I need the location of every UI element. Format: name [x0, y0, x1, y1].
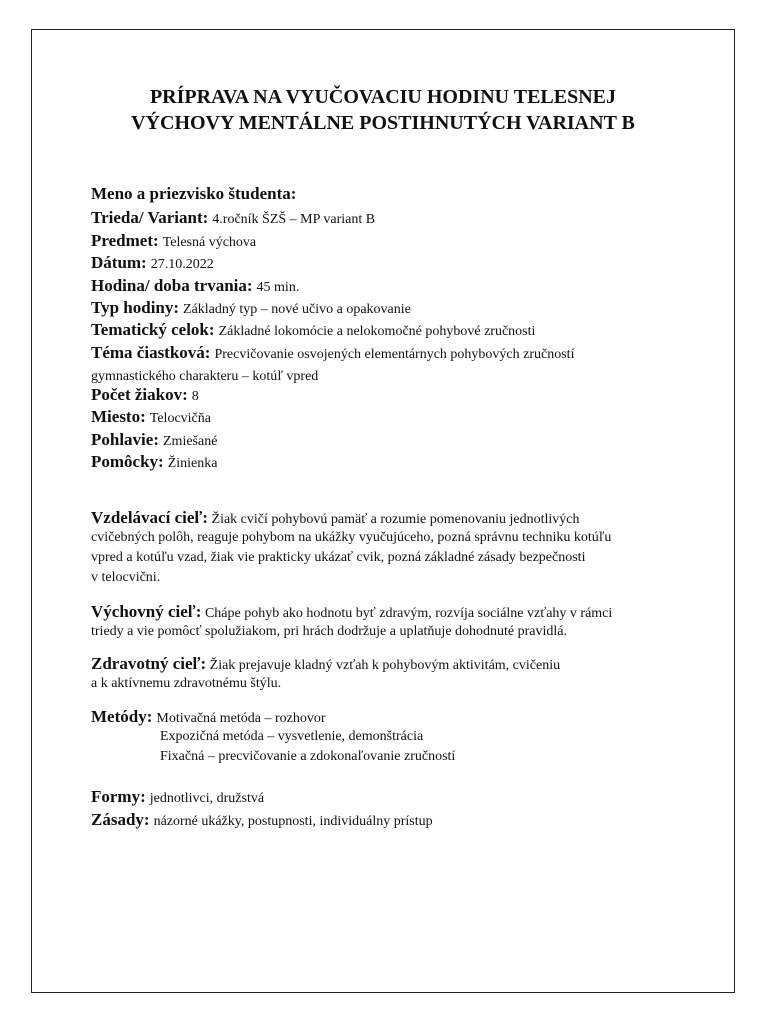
field-label: Trieda/ Variant:	[91, 208, 209, 227]
field-label: Typ hodiny:	[91, 298, 180, 317]
goal-text: Žiak prejavuje kladný vzťah k pohybovým aktivitám, cvičeniu	[209, 658, 561, 673]
field-principles	[91, 810, 711, 830]
goal-label: Vzdelávací cieľ:	[91, 508, 209, 527]
title-line-1: PRÍPRAVA NA VYUČOVACIU HODINU TELESNEJ	[149, 86, 617, 108]
field-label: Predmet:	[91, 231, 159, 250]
field-date	[91, 253, 711, 273]
upbringing-goal	[91, 602, 716, 642]
education-goal	[91, 508, 716, 588]
field-partial-topic-continuation	[91, 367, 711, 385]
field-value: Telocvičňa	[149, 411, 211, 426]
field-label: Pohlavie:	[91, 430, 159, 449]
field-value-continuation: gymnastického charakteru – kotúľ vpred	[91, 369, 319, 384]
methods	[91, 707, 711, 727]
field-value: názorné ukážky, postupnosti, individuálny prístup	[153, 814, 433, 829]
goal-text: cvičebných polôh, reaguje pohybom na ukážky vyučujúceho, pozná správnu techniku kotúľu	[91, 530, 612, 545]
method-item: Expozičná metóda – vysvetlenie, demonštrácia	[160, 729, 424, 744]
health-goal	[91, 654, 716, 694]
field-value: Telesná výchova	[162, 235, 257, 250]
goal-text: vpred a kotúľu vzad, žiak vie prakticky ukázať cvik, pozná základné zásady bezpečnosti	[91, 550, 586, 565]
field-value: Žinienka	[167, 456, 218, 471]
field-subject	[91, 231, 711, 251]
field-value: 45 min.	[256, 280, 300, 295]
field-thematic-unit	[91, 320, 711, 340]
methods-label: Metódy:	[91, 707, 153, 726]
field-lesson-type	[91, 298, 711, 318]
field-value: 4.ročník ŠZŠ – MP variant B	[212, 212, 376, 227]
goal-label: Výchovný cieľ:	[91, 602, 202, 621]
title-line-2: VÝCHOVY MENTÁLNE POSTIHNUTÝCH VARIANT B	[131, 112, 635, 134]
field-gender	[91, 430, 711, 450]
field-label: Meno a priezvisko študenta:	[91, 184, 297, 203]
field-label: Pomôcky:	[91, 452, 164, 471]
field-label: Miesto:	[91, 407, 146, 426]
goal-label: Zdravotný cieľ:	[91, 654, 207, 673]
field-label: Počet žiakov:	[91, 385, 188, 404]
goal-text: triedy a vie pomôcť spolužiakom, pri hrách dodržuje a uplatňuje dohodnuté pravidlá.	[91, 624, 568, 639]
field-value: Základný typ – nové učivo a opakovanie	[183, 302, 411, 317]
field-duration	[91, 276, 711, 296]
field-equipment	[91, 452, 711, 472]
field-class-variant	[91, 208, 711, 228]
field-forms	[91, 787, 711, 807]
field-label: Zásady:	[91, 810, 150, 829]
method-item: Motivačná metóda – rozhovor	[156, 711, 326, 726]
field-student-count	[91, 385, 711, 405]
field-value: Precvičovanie osvojených elementárnych pohybových zručností	[214, 347, 575, 362]
field-label: Hodina/ doba trvania:	[91, 276, 253, 295]
goal-text: Chápe pohyb ako hodnotu byť zdravým, rozvíja sociálne vzťahy v rámci	[204, 606, 613, 621]
document-title	[31, 84, 735, 136]
goal-text: v telocvični.	[91, 570, 161, 585]
field-label: Téma čiastková:	[91, 343, 211, 362]
field-partial-topic	[91, 343, 711, 363]
field-label: Formy:	[91, 787, 146, 806]
field-value: jednotlivci, družstvá	[149, 791, 265, 806]
field-label: Tematický celok:	[91, 320, 215, 339]
field-value: 27.10.2022	[150, 257, 214, 272]
goal-text: Žiak cvičí pohybovú pamäť a rozumie pomenovaniu jednotlivých	[211, 512, 580, 527]
field-value: Zmiešané	[163, 434, 218, 449]
field-label: Dátum:	[91, 253, 147, 272]
method-item: Fixačná – precvičovanie a zdokonaľovanie zručností	[160, 749, 456, 764]
goal-text: a k aktívnemu zdravotnému štýlu.	[91, 676, 282, 691]
field-student-name	[91, 184, 711, 204]
field-value: Základné lokomócie a nelokomočné pohybové zručnosti	[218, 324, 536, 339]
field-value: 8	[191, 389, 199, 404]
field-place	[91, 407, 711, 427]
